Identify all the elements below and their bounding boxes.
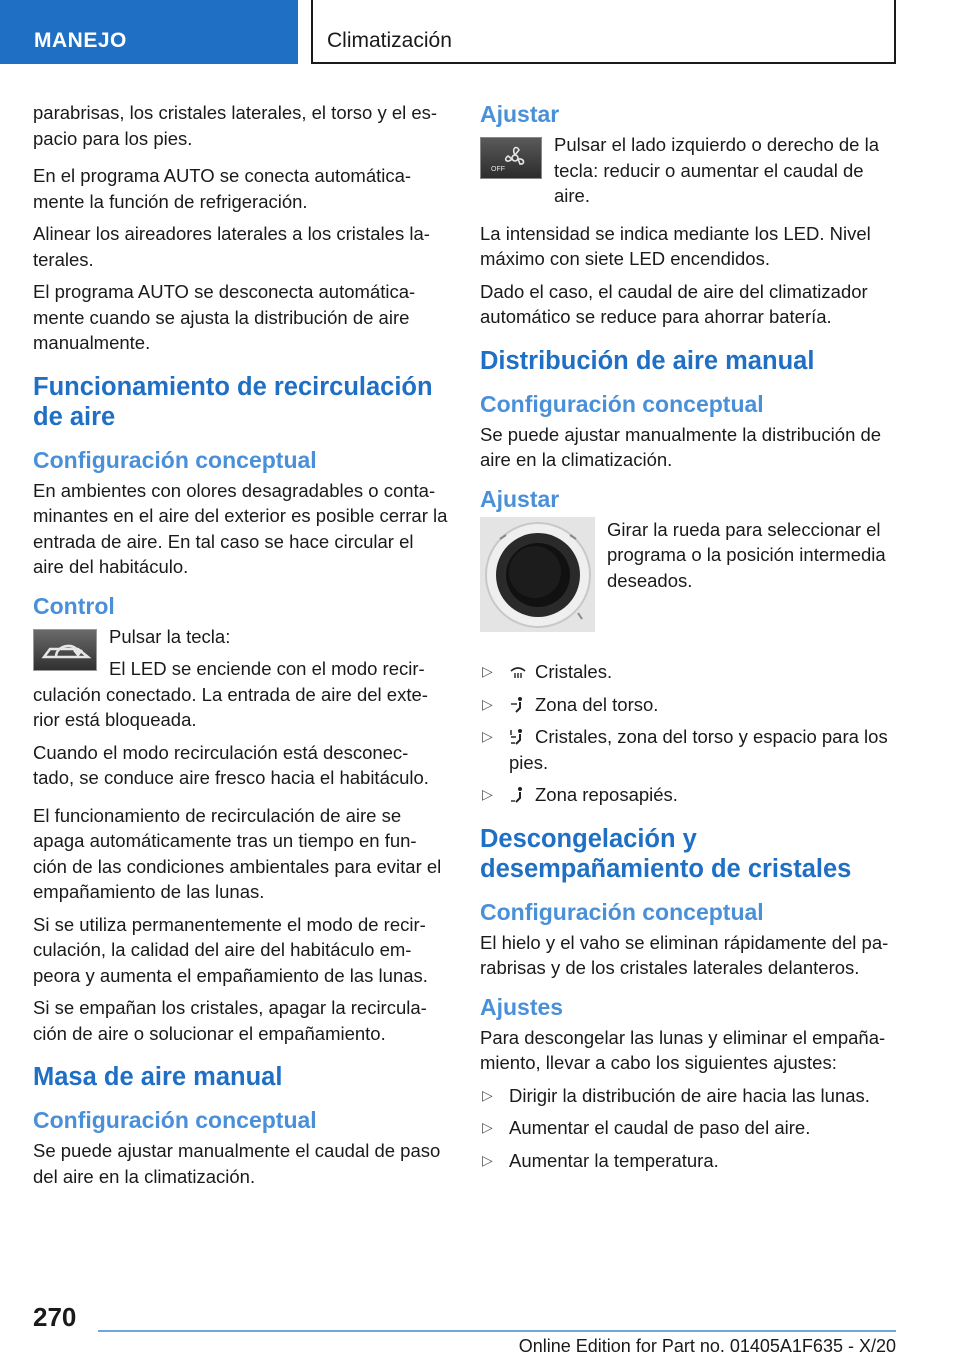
paragraph: Si se empañan los cristales, apagar la recircula- ción de aire o solucionar el empañamiento. <box>33 997 427 1044</box>
list-item: ▷ Dirigir la distribución de aire hacia las lunas. <box>482 1084 870 1106</box>
subheading-control: Control <box>33 592 115 619</box>
distribution-list <box>480 659 895 808</box>
subheading-concept: Configuración conceptual <box>480 898 764 925</box>
subheading-adjust: Ajustar <box>480 101 560 127</box>
heading-manual-air-mass: Masa de aire manual <box>33 1063 283 1091</box>
paragraph: La intensidad se indica mediante los LED. Nivel máximo con siete LED encendidos. <box>480 222 871 269</box>
edition-text: Online Edition for Part no. 01405A1F635 - X/20 <box>518 1336 896 1356</box>
heading-defrost: Descongelación y desempañamiento de cristales <box>480 824 852 883</box>
subheading-adjust: Ajustar <box>480 485 560 512</box>
list-item: ▷ Cristales, zona del torso y espacio para los pies. <box>482 726 888 773</box>
svg-text:OFF: OFF <box>491 166 505 173</box>
section-tab <box>0 0 298 64</box>
paragraph: parabrisas, los cristales laterales, el torso y el es- pacio para los pies. <box>33 102 438 149</box>
fan-button-icon <box>480 137 542 179</box>
paragraph: Si se utiliza permanentemente el modo de recir- culación, la calidad del aire del habitáculo em- peora y aumenta el empañamiento de las lunas. <box>33 913 428 986</box>
paragraph: En ambientes con olores desagradables o conta- minantes en el aire del exterior es posible cerrar la entrada de aire. En tal caso se hace circular el aire del habitáculo. <box>33 479 448 577</box>
subheading-concept: Configuración conceptual <box>33 446 317 473</box>
paragraph: Se puede ajustar manualmente la distribución de aire en la climatización. <box>480 423 882 470</box>
windshield-torso-feet-icon <box>509 727 527 745</box>
subheading-concept: Configuración conceptual <box>480 390 764 417</box>
heading-distribution: Distribución de aire manual <box>480 346 815 375</box>
paragraph: Cuando el modo recirculación está desconec- tado, se conduce aire fresco hacia el habitáculo. <box>33 741 429 788</box>
chapter-tab <box>311 0 896 64</box>
list-item: ▷ Aumentar la temperatura. <box>482 1149 719 1171</box>
subheading-settings: Ajustes <box>480 993 564 1020</box>
torso-air-icon <box>509 695 527 713</box>
left-column <box>33 100 448 1196</box>
footwell-icon <box>509 785 527 803</box>
paragraph: El funcionamiento de recirculación de aire se apaga automáticamente tras un tiempo en fun- ción de las condiciones ambientales para evitar el empañamiento de las lunas. <box>33 804 442 902</box>
paragraph: El hielo y el vaho se eliminan rápidamente del pa- rabrisas y de los cristales laterales delanteros. <box>480 931 889 978</box>
footer-divider <box>98 1330 896 1332</box>
defrost-list <box>480 1083 895 1174</box>
list-item: ▷ Zona reposapiés. <box>482 784 678 805</box>
list-item: ▷ Zona del torso. <box>482 693 659 715</box>
chapter-title: Climatización <box>327 29 452 52</box>
paragraph: Dado el caso, el caudal de aire del climatizador automático se reduce para ahorrar batería. <box>480 280 868 327</box>
right-column <box>480 100 895 1180</box>
paragraph: El programa AUTO se desconecta automática- mente cuando se ajusta la distribución de aire manualmente. <box>33 281 416 353</box>
recirculation-button-icon <box>33 629 97 671</box>
paragraph: Girar la rueda para seleccionar el programa o la posición intermedia deseados. <box>607 518 886 591</box>
list-item: ▷ Aumentar el caudal de paso del aire. <box>482 1117 811 1138</box>
subheading-concept: Configuración conceptual <box>33 1107 317 1133</box>
paragraph: Pulsar el lado izquierdo o derecho de la tecla: reducir o aumentar el caudal de aire. <box>554 134 879 206</box>
page-number: 270 <box>33 1302 77 1332</box>
paragraph: Se puede ajustar manualmente el caudal de paso del aire en la climatización. <box>33 1140 441 1187</box>
paragraph: Pulsar la tecla: <box>109 625 231 647</box>
paragraph: Para descongelar las lunas y eliminar el empaña- miento, llevar a cabo los siguientes ajustes: <box>480 1026 886 1073</box>
heading-recirculation: Funcionamiento de recirculación de aire <box>33 372 433 431</box>
windshield-icon <box>509 662 527 680</box>
paragraph: En el programa AUTO se conecta automática- mente la función de refrigeración. <box>33 165 412 212</box>
list-item: ▷ Cristales. <box>482 661 613 682</box>
paragraph: Alinear los aireadores laterales a los cristales la- terales. <box>33 223 430 270</box>
distribution-knob-icon <box>480 517 595 632</box>
section-title: MANEJO <box>34 29 127 52</box>
paragraph: El LED se enciende con el modo recir- culación conectado. La entrada de aire del exte- rior está bloqueada. <box>33 658 428 730</box>
